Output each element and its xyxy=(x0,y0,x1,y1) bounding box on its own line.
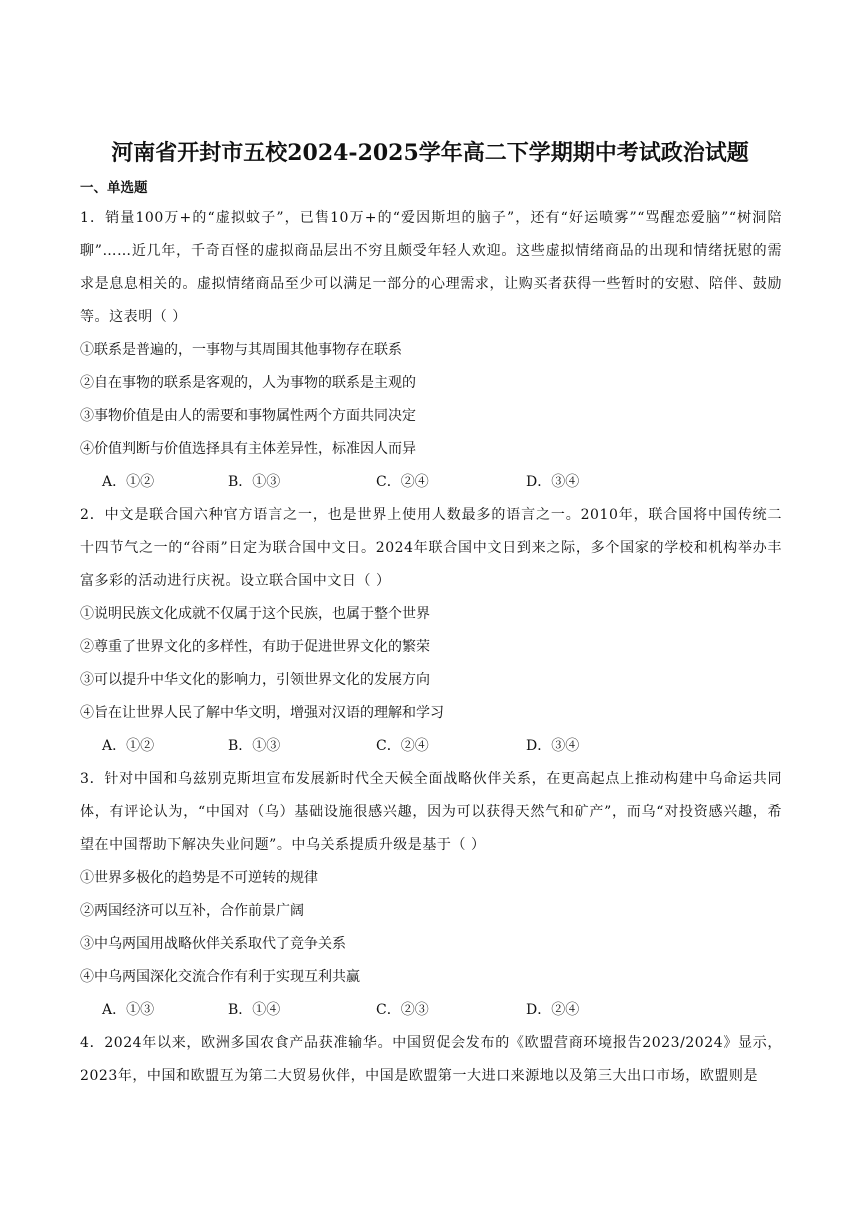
question-stem: 4．2024年以来，欧洲多国农食产品获准输华。中国贸促会发布的《欧盟营商环境报告2023/2024》显示，2023年，中国和欧盟互为第二大贸易伙伴，中国是欧盟第一大进口来源地以及第三大出口市场，欧盟则是 xyxy=(80,1035,782,1084)
answer-choices xyxy=(80,730,782,763)
choice-b: B．①③ xyxy=(228,738,281,754)
question-list xyxy=(80,202,782,1093)
choice-c: C．②④ xyxy=(376,738,429,754)
question-stem: 2．中文是联合国六种官方语言之一，也是世界上使用人数最多的语言之一。2010年，联合国将中国传统二十四节气之一的“谷雨”日定为联合国中文日。2024年联合国中文日到来之际，多个国家的学校和机构举办丰富多彩的活动进行庆祝。设立联合国中文日（ ） xyxy=(80,507,782,589)
question-1 xyxy=(80,202,782,499)
statement-option: ②自在事物的联系是客观的，人为事物的联系是主观的 xyxy=(80,375,416,391)
statement-option: ③事物价值是由人的需要和事物属性两个方面共同决定 xyxy=(80,408,416,424)
statement-option: ③中乌两国用战略伙伴关系取代了竞争关系 xyxy=(80,936,346,952)
choice-a: A．①② xyxy=(102,474,155,490)
answer-choices xyxy=(80,466,782,499)
choice-c: C．②④ xyxy=(376,474,429,490)
statement-option: ③可以提升中华文化的影响力，引领世界文化的发展方向 xyxy=(80,672,430,688)
question-stem: 3．针对中国和乌兹别克斯坦宣布发展新时代全天候全面战略伙伴关系，在更高起点上推动构建中乌命运共同体，有评论认为，“中国对（乌）基础设施很感兴趣，因为可以获得天然气和矿产”，而乌“对投资感兴趣，希望在中国帮助下解决失业问题”。中乌关系提质升级是基于（ ） xyxy=(80,771,782,853)
choice-c: C．②③ xyxy=(376,1002,429,1018)
choice-a: A．①② xyxy=(102,738,155,754)
question-3 xyxy=(80,763,782,1027)
statement-option: ④价值判断与价值选择具有主体差异性，标准因人而异 xyxy=(80,441,416,457)
choice-d: D．②④ xyxy=(526,1002,580,1018)
choice-d: D．③④ xyxy=(526,474,580,490)
statement-option: ①说明民族文化成就不仅属于这个民族，也属于整个世界 xyxy=(80,606,430,622)
choice-a: A．①③ xyxy=(102,1002,155,1018)
choice-b: B．①③ xyxy=(228,474,281,490)
section-heading: 一、单选题 xyxy=(80,180,148,196)
choice-b: B．①④ xyxy=(228,1002,281,1018)
question-stem: 1．销量100万+的“虚拟蚊子”，已售10万+的“爱因斯坦的脑子”，还有“好运喷雾”“骂醒恋爱脑”“树洞陪聊”……近几年，千奇百怪的虚拟商品层出不穷且颇受年轻人欢迎。这些虚拟情绪商品的出现和情绪抚慰的需求是息息相关的。虚拟情绪商品至少可以满足一部分的心理需求，让购买者获得一些暂时的安慰、陪伴、鼓励等。这表明（ ） xyxy=(80,210,782,325)
page-title: 河南省开封市五校2024-2025学年高二下学期期中考试政治试题 xyxy=(111,140,749,166)
statement-option: ②尊重了世界文化的多样性，有助于促进世界文化的繁荣 xyxy=(80,639,430,655)
question-2 xyxy=(80,499,782,763)
choice-d: D．③④ xyxy=(526,738,580,754)
statement-option: ①世界多极化的趋势是不可逆转的规律 xyxy=(80,870,318,886)
statement-option: ④中乌两国深化交流合作有利于实现互利共赢 xyxy=(80,969,360,985)
statement-option: ①联系是普遍的，一事物与其周围其他事物存在联系 xyxy=(80,342,402,358)
statement-option: ②两国经济可以互补，合作前景广阔 xyxy=(80,903,304,919)
question-4 xyxy=(80,1027,782,1093)
answer-choices xyxy=(80,994,782,1027)
statement-option: ④旨在让世界人民了解中华文明，增强对汉语的理解和学习 xyxy=(80,705,444,721)
